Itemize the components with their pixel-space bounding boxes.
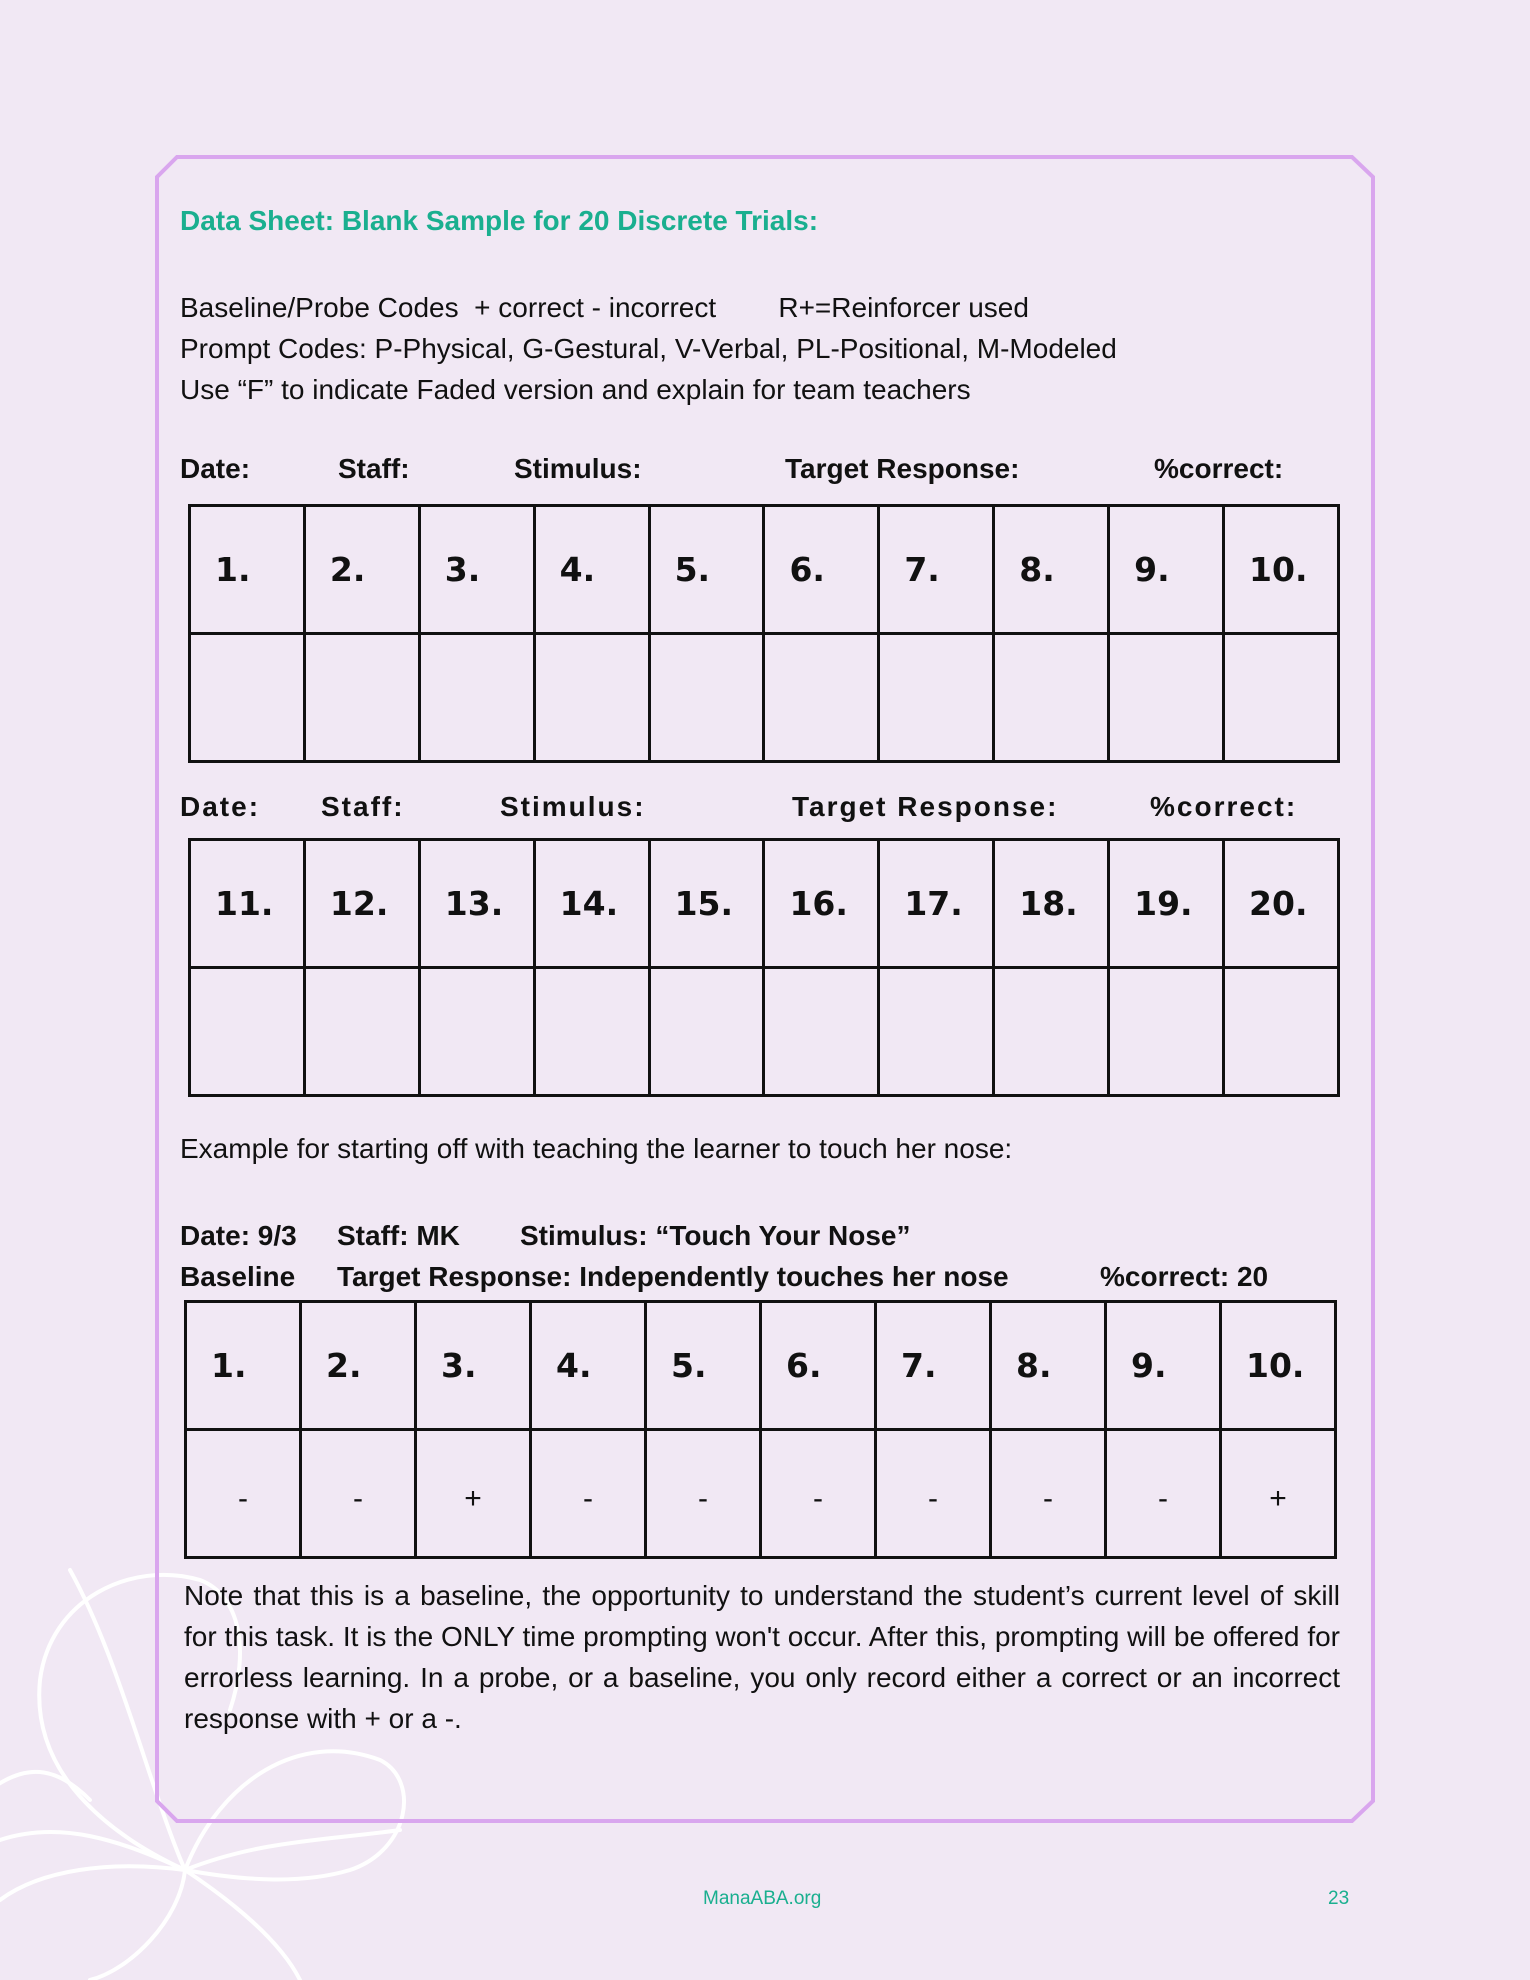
trial-number-cell-6: 16. (764, 840, 879, 968)
staff-label-1: Staff: (338, 453, 410, 484)
trial-number-cell-7: 17. (879, 840, 994, 968)
trial-table-2 (188, 838, 1340, 1097)
trial-response-cell-10 (1224, 968, 1339, 1096)
trial-number-cell-8: 18. (994, 840, 1109, 968)
trial-number-cell-1: 1. (190, 506, 305, 634)
trial-response-cell-4 (534, 968, 649, 1096)
example-trial-number-cell-2: 2. (301, 1302, 416, 1430)
trial-number-cell-5: 5. (649, 506, 764, 634)
example-trial-number-cell-10: 10. (1221, 1302, 1336, 1430)
target-response-label-2: Target Response: (792, 791, 1059, 822)
trial-number-cell-3: 3. (419, 506, 534, 634)
trial-response-cell-6 (764, 968, 879, 1096)
trial-number-cell-9: 9. (1109, 506, 1224, 634)
trial-number-cell-9: 19. (1109, 840, 1224, 968)
trial-number-cell-6: 6. (764, 506, 879, 634)
trial-number-cell-4: 14. (534, 840, 649, 968)
example-intro: Example for starting off with teaching the learner to touch her nose: (180, 1133, 1013, 1164)
trial-response-cell-9 (1109, 634, 1224, 762)
staff-label-2: Staff: (321, 791, 405, 822)
trial-number-cell-1: 11. (190, 840, 305, 968)
footer-site: ManaABA.org (703, 1888, 822, 1909)
example-trial-result-cell-6: - (761, 1430, 876, 1558)
trial-response-cell-1 (190, 968, 305, 1096)
example-trial-result-cell-8: - (991, 1430, 1106, 1558)
trial-response-cell-5 (649, 634, 764, 762)
example-trial-result-cell-10: + (1221, 1430, 1336, 1558)
trial-number-cell-7: 7. (879, 506, 994, 634)
trial-response-cell-7 (879, 968, 994, 1096)
trial-response-cell-9 (1109, 968, 1224, 1096)
trial-response-cell-6 (764, 634, 879, 762)
example-trial-result-cell-2: - (301, 1430, 416, 1558)
stimulus-label-1: Stimulus: (514, 453, 642, 484)
prompt-codes: Prompt Codes: P-Physical, G-Gestural, V-Verbal, PL-Positional, M-Modeled (180, 333, 1117, 364)
percent-correct-label-2: %correct: (1150, 791, 1298, 822)
target-response-label-1: Target Response: (785, 453, 1020, 484)
trial-response-cell-8 (994, 634, 1109, 762)
trial-response-cell-2 (304, 968, 419, 1096)
trial-number-cell-5: 15. (649, 840, 764, 968)
trial-number-cell-2: 2. (304, 506, 419, 634)
code-legend (180, 287, 1117, 410)
trial-number-cell-8: 8. (994, 506, 1109, 634)
trial-number-cell-4: 4. (534, 506, 649, 634)
trial-response-cell-2 (304, 634, 419, 762)
faded-instructions: Use “F” to indicate Faded version and explain for team teachers (180, 374, 971, 405)
example-trial-number-cell-7: 7. (876, 1302, 991, 1430)
example-staff: Staff: MK (337, 1220, 460, 1251)
date-label-2: Date: (180, 791, 261, 822)
trial-response-cell-8 (994, 968, 1109, 1096)
example-target-response: Target Response: Independently touches her nose (337, 1261, 1009, 1292)
example-stimulus: Stimulus: “Touch Your Nose” (520, 1220, 911, 1251)
example-trial-number-cell-3: 3. (416, 1302, 531, 1430)
example-trial-result-cell-3: + (416, 1430, 531, 1558)
percent-correct-label-1: %correct: (1154, 453, 1284, 484)
trial-response-cell-3 (419, 968, 534, 1096)
page-title: Data Sheet: Blank Sample for 20 Discrete Trials: (180, 205, 819, 236)
example-trial-table (184, 1300, 1337, 1559)
example-trial-result-cell-7: - (876, 1430, 991, 1558)
example-trial-result-cell-5: - (646, 1430, 761, 1558)
example-baseline: Baseline (180, 1261, 296, 1292)
trial-number-cell-3: 13. (419, 840, 534, 968)
baseline-codes: Baseline/Probe Codes + correct - incorrect R+=Reinforcer used (180, 292, 1029, 323)
trial-response-cell-3 (419, 634, 534, 762)
example-percent-correct: %correct: 20 (1100, 1261, 1269, 1292)
trial-response-cell-5 (649, 968, 764, 1096)
trial-response-cell-1 (190, 634, 305, 762)
example-trial-result-cell-4: - (531, 1430, 646, 1558)
example-date: Date: 9/3 (180, 1220, 297, 1251)
trial-table-1 (188, 504, 1340, 763)
trial-response-cell-10 (1224, 634, 1339, 762)
stimulus-label-2: Stimulus: (500, 791, 646, 822)
trial-number-cell-10: 10. (1224, 506, 1339, 634)
example-trial-number-cell-5: 5. (646, 1302, 761, 1430)
example-trial-result-cell-1: - (186, 1430, 301, 1558)
example-trial-number-cell-9: 9. (1106, 1302, 1221, 1430)
example-trial-number-cell-4: 4. (531, 1302, 646, 1430)
trial-response-cell-7 (879, 634, 994, 762)
trial-number-cell-10: 20. (1224, 840, 1339, 968)
example-trial-number-cell-8: 8. (991, 1302, 1106, 1430)
trial-number-cell-2: 12. (304, 840, 419, 968)
example-trial-number-cell-1: 1. (186, 1302, 301, 1430)
baseline-note: Note that this is a baseline, the opportunity to understand the student’s current level of skill for this task. It is the ONLY time prompting won't occur. After this, prompting will be offered for errorless learning. In a probe, or a baseline, you only record either a correct or an incorrect response with + or a -. (184, 1580, 1340, 1734)
example-trial-number-cell-6: 6. (761, 1302, 876, 1430)
footer-page-number: 23 (1328, 1888, 1350, 1909)
date-label-1: Date: (180, 453, 251, 484)
trial-response-cell-4 (534, 634, 649, 762)
example-trial-result-cell-9: - (1106, 1430, 1221, 1558)
